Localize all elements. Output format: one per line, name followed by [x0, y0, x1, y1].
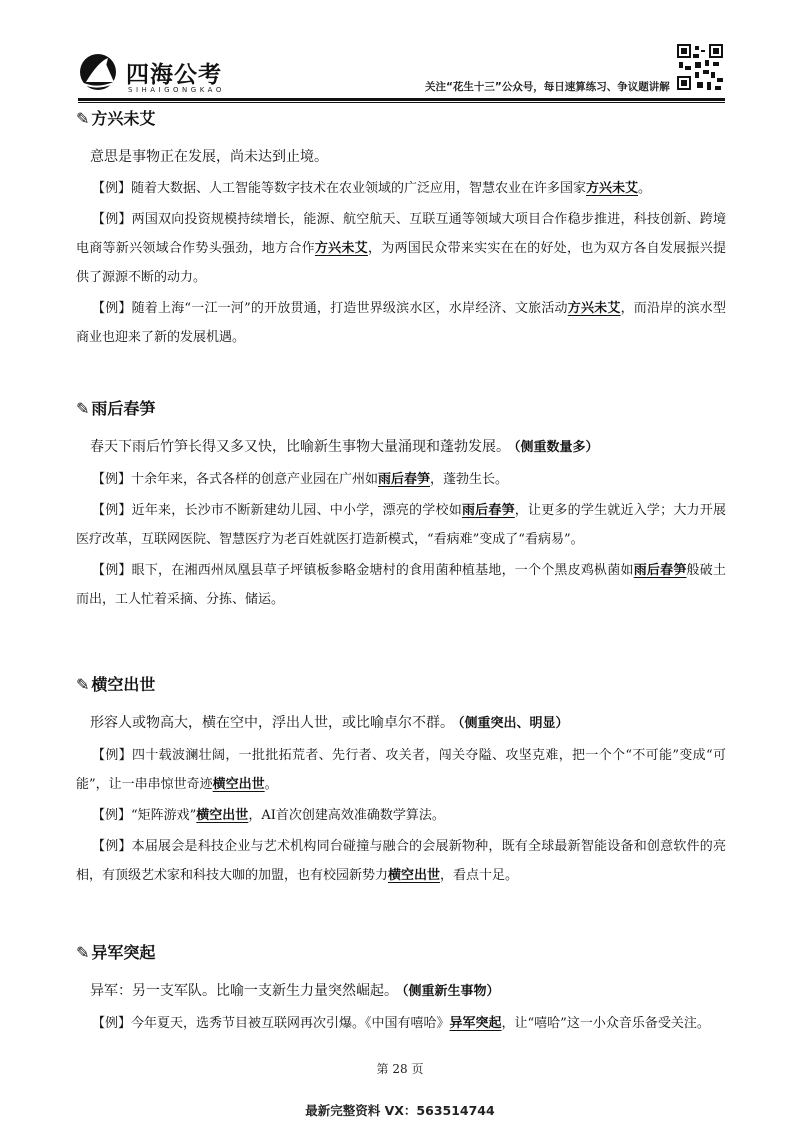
focus-note: （侧重突出、明显） [458, 716, 569, 731]
example-sentence [76, 556, 726, 614]
example-text: ，为两国民众带来实实在在的好处，也为双方各自发展振兴提供了源源不断的动力。 [76, 241, 726, 285]
example-text: ，让“嘻哈”这一小众音乐备受关注。 [501, 1016, 710, 1031]
example-sentence [76, 465, 726, 494]
example-sentence [76, 496, 726, 554]
idiom-list [76, 106, 726, 1054]
idiom-title [76, 940, 726, 966]
highlighted-idiom: 方兴未艾 [567, 301, 621, 316]
example-sentence [76, 801, 726, 830]
example-text: 【例】四十载波澜壮阔，一批批拓荒者、先行者、攻关者，闯关夺隘、攻坚克难，把一个个“不可能”变成“可能”，让一串串惊世奇迹 [76, 748, 726, 792]
page-number: 第 28 页 [376, 1062, 424, 1076]
example-text: 【例】随着上海“一江一河”的开放贯通，打造世界级滨水区，水岸经济、文旅活动 [92, 301, 568, 316]
highlighted-idiom: 横空出世 [388, 868, 441, 883]
idiom-title [76, 672, 726, 698]
brand-name: 四海公考 [126, 62, 222, 88]
example-text: 【例】“矩阵游戏” [92, 808, 197, 823]
idiom-title-text: 方兴未艾 [91, 109, 156, 128]
idiom-section [76, 672, 726, 890]
highlighted-idiom: 雨后春笋 [633, 563, 687, 578]
meaning-text: 形容人或物高大，横在空中，浮出人世，或比喻卓尔不群。 [90, 715, 454, 731]
sailboat-logo-icon [78, 52, 122, 92]
highlighted-idiom: 横空出世 [196, 808, 249, 823]
example-sentence [76, 294, 726, 352]
header-rule [78, 98, 725, 101]
highlighted-idiom: 横空出世 [212, 777, 265, 792]
example-text: 【例】十余年来，各式各样的创意产业园在广州如 [92, 472, 379, 487]
highlighted-idiom: 雨后春笋 [461, 503, 515, 518]
page-header [0, 0, 800, 104]
brand-subtitle: SIHAIGONGKAO [128, 86, 225, 94]
pencil-icon: ✎ [76, 109, 90, 128]
example-text: 【例】今年夏天，选秀节目被互联网再次引爆。《中国有嘻哈》 [92, 1016, 450, 1031]
pencil-icon: ✎ [76, 675, 90, 694]
highlighted-idiom: 方兴未艾 [586, 181, 639, 196]
example-sentence [76, 741, 726, 799]
header-note: 关注“花生十三”公众号，每日速算练习、争议题讲解 [425, 81, 670, 93]
idiom-meaning [90, 434, 726, 461]
example-text: 。 [264, 777, 278, 792]
example-text: ，AI首次创建高效准确数学算法。 [248, 808, 445, 823]
meaning-text: 意思是事物正在发展，尚未达到止境。 [90, 149, 328, 165]
example-text: 【例】两国双向投资规模持续增长，能源、航空航天、互联互通等领域大项目合作稳步推进，科技创新、跨境电商等新兴领域合作势头强劲，地方合作 [76, 212, 726, 256]
example-text: ，让更多的学生就近入学；大力开展医疗改革，互联网医院、智慧医疗为老百姓就医打造新模式，“看病难”变成了“看病易”。 [76, 503, 726, 547]
meaning-text: 春天下雨后竹笋长得又多又快，比喻新生事物大量涌现和蓬勃发展。 [90, 439, 510, 455]
example-text: ，而沿岸的滨水型商业也迎来了新的发展机遇。 [76, 301, 726, 345]
example-sentence [76, 832, 726, 890]
idiom-meaning [90, 978, 726, 1005]
focus-note: （侧重新生事物） [402, 984, 500, 999]
focus-note: （侧重数量多） [514, 440, 599, 455]
example-text: 般破土而出，工人忙着采摘、分拣、储运。 [76, 563, 726, 607]
idiom-title [76, 396, 726, 422]
example-text: 【例】本届展会是科技企业与艺术机构同台碰撞与融合的会展新物种，既有全球最新智能设备和创意软件的亮相，有顶级艺术家和科技大咖的加盟，也有校园新势力 [76, 839, 726, 883]
idiom-title-text: 雨后春笋 [91, 399, 156, 418]
meaning-text: 异军：另一支军队。比喻一支新生力量突然崛起。 [90, 983, 398, 999]
idiom-section [76, 940, 726, 1038]
header-rule-thin [78, 102, 725, 103]
idiom-title-text: 横空出世 [91, 675, 156, 694]
example-text: 。 [638, 181, 652, 196]
idiom-section [76, 106, 726, 352]
qr-code-icon [677, 44, 723, 90]
highlighted-idiom: 雨后春笋 [378, 472, 431, 487]
idiom-section [76, 396, 726, 614]
highlighted-idiom: 异军突起 [449, 1016, 502, 1031]
idiom-meaning [90, 144, 726, 170]
highlighted-idiom: 方兴未艾 [314, 241, 368, 256]
example-text: 【例】近年来，长沙市不断新建幼儿园、中小学，漂亮的学校如 [92, 503, 462, 518]
pencil-icon: ✎ [76, 943, 90, 962]
footer-contact: 最新完整资料 VX：563514744 [305, 1103, 495, 1118]
example-text: ，蓬勃生长。 [430, 472, 509, 487]
example-text: 【例】眼下，在湘西州凤凰县草子坪镇板参略金塘村的食用菌种植基地，一个个黑皮鸡枞菌如 [92, 563, 634, 578]
idiom-meaning [90, 710, 726, 737]
example-sentence [76, 174, 726, 203]
idiom-title [76, 106, 726, 132]
example-text: ，看点十足。 [440, 868, 519, 883]
pencil-icon: ✎ [76, 399, 90, 418]
example-sentence [76, 1009, 726, 1038]
idiom-title-text: 异军突起 [91, 943, 156, 962]
example-text: 【例】随着大数据、人工智能等数字技术在农业领域的广泛应用，智慧农业在许多国家 [92, 181, 587, 196]
example-sentence [76, 205, 726, 292]
